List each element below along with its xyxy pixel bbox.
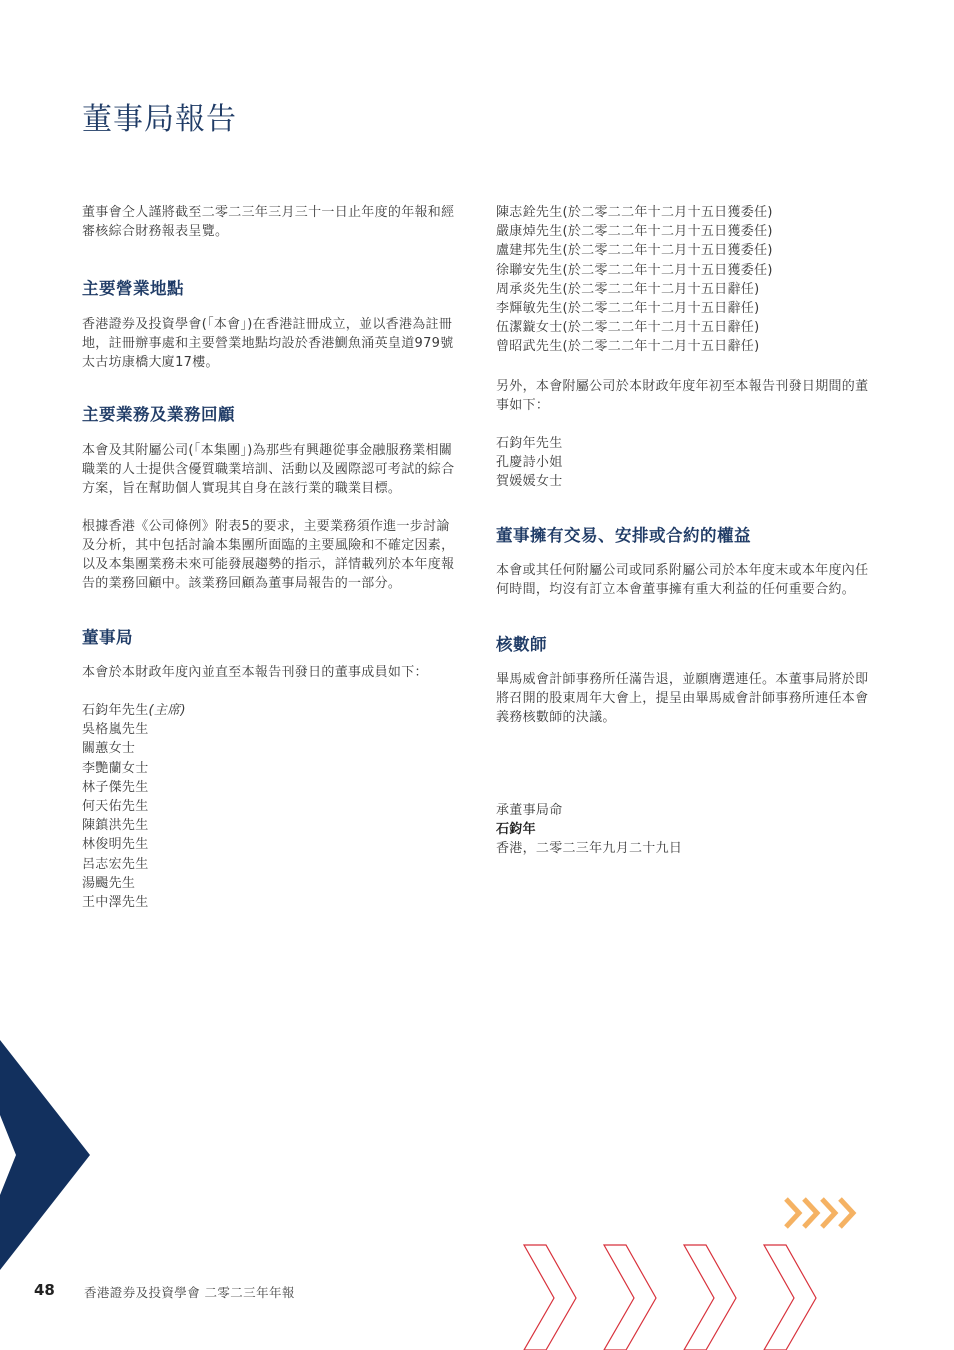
list-item: 關蕙女士 bbox=[82, 741, 136, 757]
navy-chevron-decoration bbox=[0, 1040, 92, 1270]
list-item: 湯颺先生 bbox=[82, 875, 136, 891]
list-item: 王中澤先生 bbox=[82, 895, 149, 911]
heading-principal-place: 主要營業地點 bbox=[82, 279, 184, 298]
list-item: 曾昭武先生(於二零二二年十二月十五日辭任) bbox=[496, 339, 760, 355]
signoff-date: 香港，二零二三年九月二十九日 bbox=[496, 841, 683, 857]
list-item: 林俊明先生 bbox=[82, 837, 149, 853]
business-paragraph-2: 根據香港《公司條例》附表5的要求，主要業務須作進一步討論及分析，其中包括討論本集團所面臨的主要風險和不確定因素，以及本集團業務未來可能發展趨勢的指示，詳情載列於本年度報告的業務回顧中。該業務回顧為董事局報告的一部分。 bbox=[82, 519, 455, 591]
subsidiary-paragraph: 另外，本會附屬公司於本財政年度年初至本報告刊發日期間的董事如下： bbox=[496, 378, 869, 413]
subsidiary-directors-list bbox=[496, 434, 876, 492]
list-item: 石鈞年先生 bbox=[496, 435, 563, 451]
chair-role: (主席) bbox=[148, 703, 186, 718]
page-number: 48 bbox=[34, 1281, 55, 1299]
list-item: 嚴康焯先生(於二零二二年十二月十五日獲委任) bbox=[496, 224, 773, 240]
business-paragraph-1: 本會及其附屬公司(「本集團」)為那些有興趣從事金融服務業相關職業的人士提供含優質職業培訓、活動以及國際認可考試的綜合方案，旨在幫助個人實現其自身在該行業的職業目標。 bbox=[82, 443, 455, 496]
list-item: 李輝敏先生(於二零二二年十二月十五日辭任) bbox=[496, 301, 760, 317]
list-item: 何天佑先生 bbox=[82, 799, 149, 815]
list-item: 徐聯安先生(於二零二二年十二月十五日獲委任) bbox=[496, 262, 773, 278]
orange-chevrons-decoration bbox=[782, 1196, 862, 1230]
list-item: 林子傑先生 bbox=[82, 779, 149, 795]
list-item: 伍潔鏇女士(於二零二二年十二月十五日辭任) bbox=[496, 320, 760, 336]
list-item: 賀媛媛女士 bbox=[496, 474, 563, 490]
list-item: 吳格嵐先生 bbox=[82, 722, 149, 738]
list-item: 李艷蘭女士 bbox=[82, 760, 149, 776]
list-item: 呂志宏先生 bbox=[82, 856, 149, 872]
list-item: 周承炎先生(於二零二二年十二月十五日辭任) bbox=[496, 281, 760, 297]
list-item: 盧建邦先生(於二零二二年十二月十五日獲委任) bbox=[496, 243, 773, 259]
signoff-block bbox=[496, 801, 876, 858]
heading-business-review: 主要業務及業務回顧 bbox=[82, 405, 235, 424]
interests-paragraph: 本會或其任何附屬公司或同系附屬公司於本年度末或本年度內任何時間，均沒有訂立本會董事擁有重大利益的任何重要合約。 bbox=[496, 563, 869, 598]
auditor-paragraph: 畢馬威會計師事務所任滿告退，並願膺選連任。本董事局將於即將召開的股東周年大會上，提呈由畢馬威會計師事務所連任本會義務核數師的決議。 bbox=[496, 672, 869, 726]
chair-name: 石鈞年先生 bbox=[82, 703, 149, 718]
red-chevrons-decoration bbox=[520, 1240, 850, 1350]
board-paragraph: 本會於本財政年度內並直至本報告刊發日的董事成員如下： bbox=[82, 665, 428, 680]
list-item: 陳志銓先生(於二零二二年十二月十五日獲委任) bbox=[496, 205, 773, 220]
list-item: 陳鎮洪先生 bbox=[82, 818, 149, 834]
right-column bbox=[496, 203, 876, 858]
heading-auditor: 核數師 bbox=[496, 635, 547, 655]
list-item bbox=[82, 701, 462, 720]
signoff-line: 承董事局命 bbox=[496, 803, 563, 819]
list-item: 孔慶詩小姐 bbox=[496, 454, 563, 470]
signoff-name: 石鈞年 bbox=[496, 822, 536, 838]
page-title: 董事局報告 bbox=[82, 102, 237, 137]
footer-text: 香港證券及投資學會 二零二三年年報 bbox=[84, 1285, 295, 1300]
left-column bbox=[82, 203, 462, 912]
board-changes-list bbox=[496, 203, 876, 357]
heading-board: 董事局 bbox=[82, 628, 133, 647]
principal-place-paragraph: 香港證券及投資學會(「本會」)在香港註冊成立，並以香港為註冊地，註冊辦事處和主要營業地點均設於香港鰂魚涌英皇道979號太古坊康橋大廈17樓。 bbox=[82, 317, 454, 370]
intro-paragraph: 董事會仝人謹將截至二零二三年三月三十一日止年度的年報和經審核綜合財務報表呈覽。 bbox=[82, 205, 455, 239]
heading-directors-interests: 董事擁有交易、安排或合約的權益 bbox=[496, 526, 751, 546]
board-members-list bbox=[82, 701, 462, 912]
